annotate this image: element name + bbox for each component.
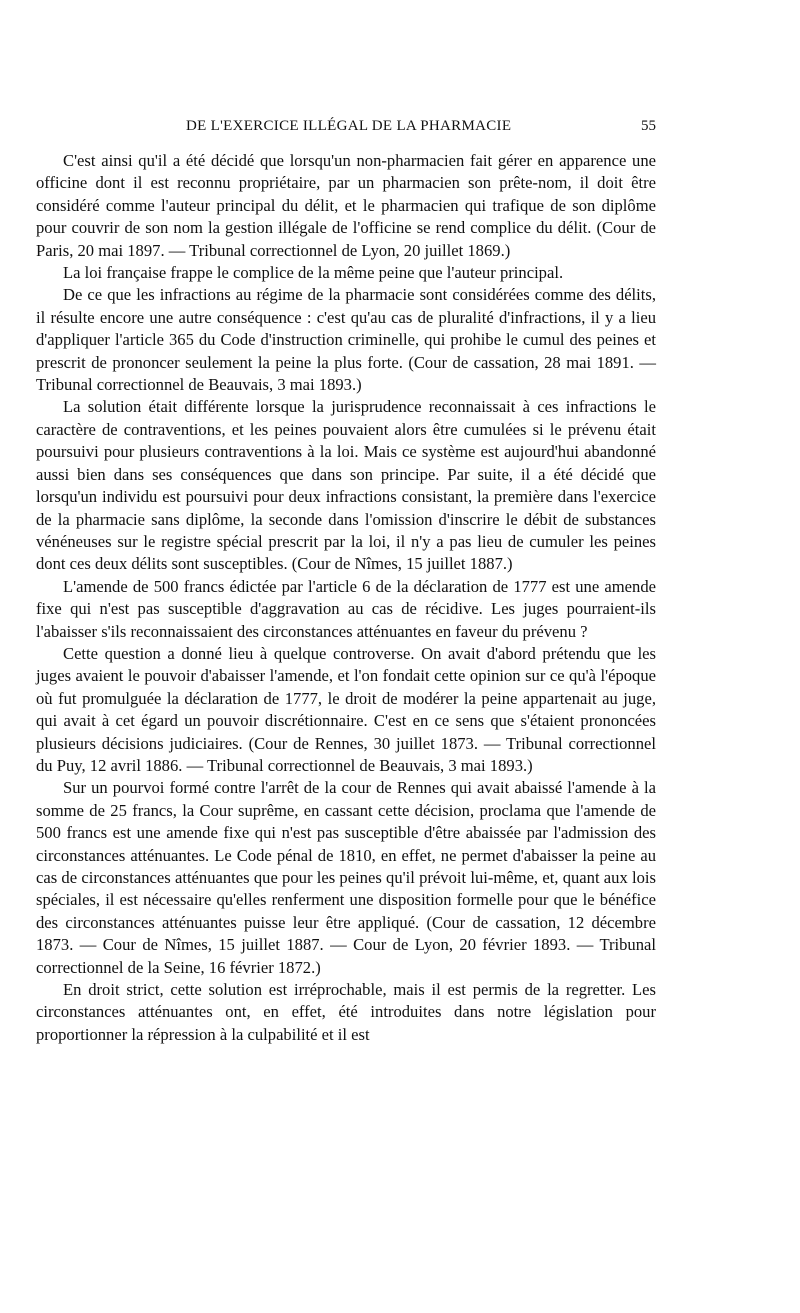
paragraph-4: La solution était différente lorsque la jurisprudence reconnaissait à ces infractions le caractère de contraventions, et les peines pouvaient alors être cumulées si le prévenu était poursuivi pour plusieurs contraventions à la loi. Mais ce système est aujourd'hui abandonné aussi bien dans ses conséquences que dans son principe. Par suite, il a été décidé que lorsqu'un individu est poursuivi pour deux infractions consistant, la première dans l'exercice de la pharmacie sans diplôme, la seconde dans l'omission d'inscrire le débit de substances vénéneuses sur le registre spécial prescrit par la loi, il n'y a pas lieu de cumuler les peines dont ces deux délits sont susceptibles. (Cour de Nîmes, 15 juillet 1887.)	[36, 397, 656, 574]
running-title: DE L'EXERCICE ILLÉGAL DE LA PHARMACIE	[186, 118, 512, 134]
body-text	[36, 150, 656, 1046]
paragraph-6: Cette question a donné lieu à quelque controverse. On avait d'abord prétendu que les juges avaient le pouvoir d'abaisser l'amende, et l'on fondait cette opinion sur ce qu'à l'époque où fut promulguée la déclaration de 1777, le droit de modérer la peine appartenait au juge, qui avait à cet égard un pouvoir discrétionnaire. C'est en ce sens que s'étaient prononcées plusieurs décisions judiciaires. (Cour de Rennes, 30 juillet 1873. — Tribunal correctionnel du Puy, 12 avril 1886. — Tribunal correctionnel de Beauvais, 3 mai 1893.)	[36, 643, 656, 775]
paragraph-5: L'amende de 500 francs édictée par l'article 6 de la déclaration de 1777 est une amende fixe qui n'est pas susceptible d'aggravation au cas de récidive. Les juges pourraient-ils l'abaisser s'ils reconnaissaient des circonstances atténuantes en faveur du prévenu ?	[36, 576, 656, 641]
paragraph-8: En droit strict, cette solution est irréprochable, mais il est permis de la regretter. Les circonstances atténuantes ont, en effet, été introduites dans notre législation pour proportionner la répression à la culpabilité et il est	[36, 980, 656, 1044]
page-number: 55	[641, 118, 656, 134]
running-header	[36, 118, 656, 140]
paragraph-2: La loi française frappe le complice de la même peine que l'auteur principal.	[63, 263, 564, 283]
paragraph-1: C'est ainsi qu'il a été décidé que lorsqu'un non-pharmacien fait gérer en apparence une officine dont il est reconnu propriétaire, par un pharmacien son prête-nom, il doit être considéré comme l'auteur principal du délit, et le pharmacien qui trafique de son diplôme pour couvrir de son nom la gestion illégale de l'officine se rend complice du délit. (Cour de Paris, 20 mai 1897. — Tribunal correctionnel de Lyon, 20 juillet 1869.)	[36, 151, 656, 260]
paragraph-7: Sur un pourvoi formé contre l'arrêt de la cour de Rennes qui avait abaissé l'amende à la somme de 25 francs, la Cour suprême, en cassant cette décision, proclama que l'amende de 500 francs est une amende fixe qui n'est pas susceptible d'être abaissée par l'admission des circonstances atténuantes. Le Code pénal de 1810, en effet, ne permet d'abaisser la peine au cas de circonstances atténuantes que pour les peines qu'il prévoit lui-même, et, quant aux lois spéciales, il est nécessaire qu'elles renferment une disposition formelle pour que le bénéfice des circonstances atténuantes puisse leur être appliqué. (Cour de cassation, 12 décembre 1873. — Cour de Nîmes, 15 juillet 1887. — Cour de Lyon, 20 février 1893. — Tribunal correctionnel de la Seine, 16 février 1872.)	[36, 778, 656, 977]
paragraph-3: De ce que les infractions au régime de la pharmacie sont considérées comme des délits, il résulte encore une autre conséquence : c'est qu'au cas de pluralité d'infractions, il y a lieu d'appliquer l'article 365 du Code d'instruction criminelle, qui prohibe le cumul des peines et prescrit de prononcer seulement la peine la plus forte. (Cour de cassation, 28 mai 1891. — Tribunal correctionnel de Beauvais, 3 mai 1893.)	[36, 285, 656, 395]
